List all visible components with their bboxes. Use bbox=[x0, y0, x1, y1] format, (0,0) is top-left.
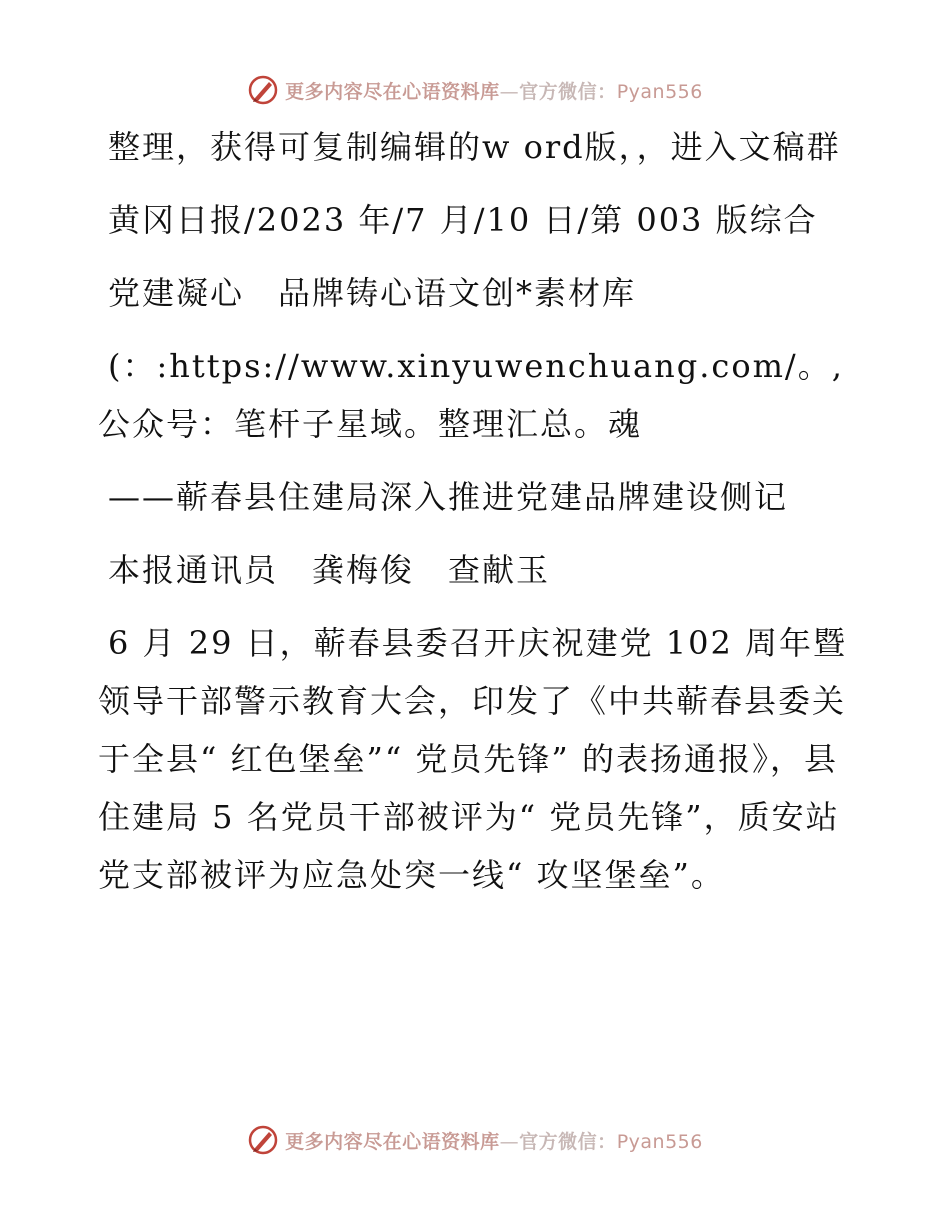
pen-nib-logo-icon bbox=[247, 1124, 279, 1156]
watermark-dash: — bbox=[499, 80, 520, 103]
body-paragraph: 6 月 29 日，蕲春县委召开庆祝建党 102 周年暨领导干部警示教育大会，印发了《中共蕲春县委关于全县“ 红色堡垒”“ 党员先锋” 的表扬通报》，县住建局 5 名党员干部被评为“ 党员先锋”，质安站党支部被评为应急处突一线“ 攻坚堡垒”。 bbox=[98, 624, 848, 894]
watermark-label: 官方微信： bbox=[519, 80, 617, 103]
header-watermark bbox=[0, 70, 950, 110]
watermark-dash: — bbox=[499, 1130, 520, 1153]
watermark-prefix: 更多内容尽在心语资料库 bbox=[285, 1130, 500, 1153]
watermark-text bbox=[285, 77, 703, 104]
watermark-text bbox=[285, 1127, 703, 1154]
article-subtitle: ——蕲春县住建局深入推进党建品牌建设侧记 bbox=[108, 478, 789, 516]
source-note: (：:https://www.xinyuwenchuang.com/。,公众号：笔杆子星域。整理汇总。魂 bbox=[98, 347, 844, 443]
byline: 本报通讯员 龚梅俊 查献玉 bbox=[108, 551, 551, 589]
intro-line: 整理，获得可复制编辑的w ord版，，进入文稿群 bbox=[108, 128, 841, 166]
pen-nib-logo-icon bbox=[247, 74, 279, 106]
watermark-id: Pyan556 bbox=[616, 80, 703, 103]
document-body bbox=[98, 118, 858, 904]
source-line: 黄冈日报/2023 年/7 月/10 日/第 003 版综合 bbox=[108, 201, 818, 239]
article-title: 党建凝心 品牌铸心语文创*素材库 bbox=[108, 274, 637, 312]
watermark-label: 官方微信： bbox=[519, 1130, 617, 1153]
watermark-id: Pyan556 bbox=[616, 1130, 703, 1153]
footer-watermark bbox=[0, 1120, 950, 1160]
watermark-prefix: 更多内容尽在心语资料库 bbox=[285, 80, 500, 103]
